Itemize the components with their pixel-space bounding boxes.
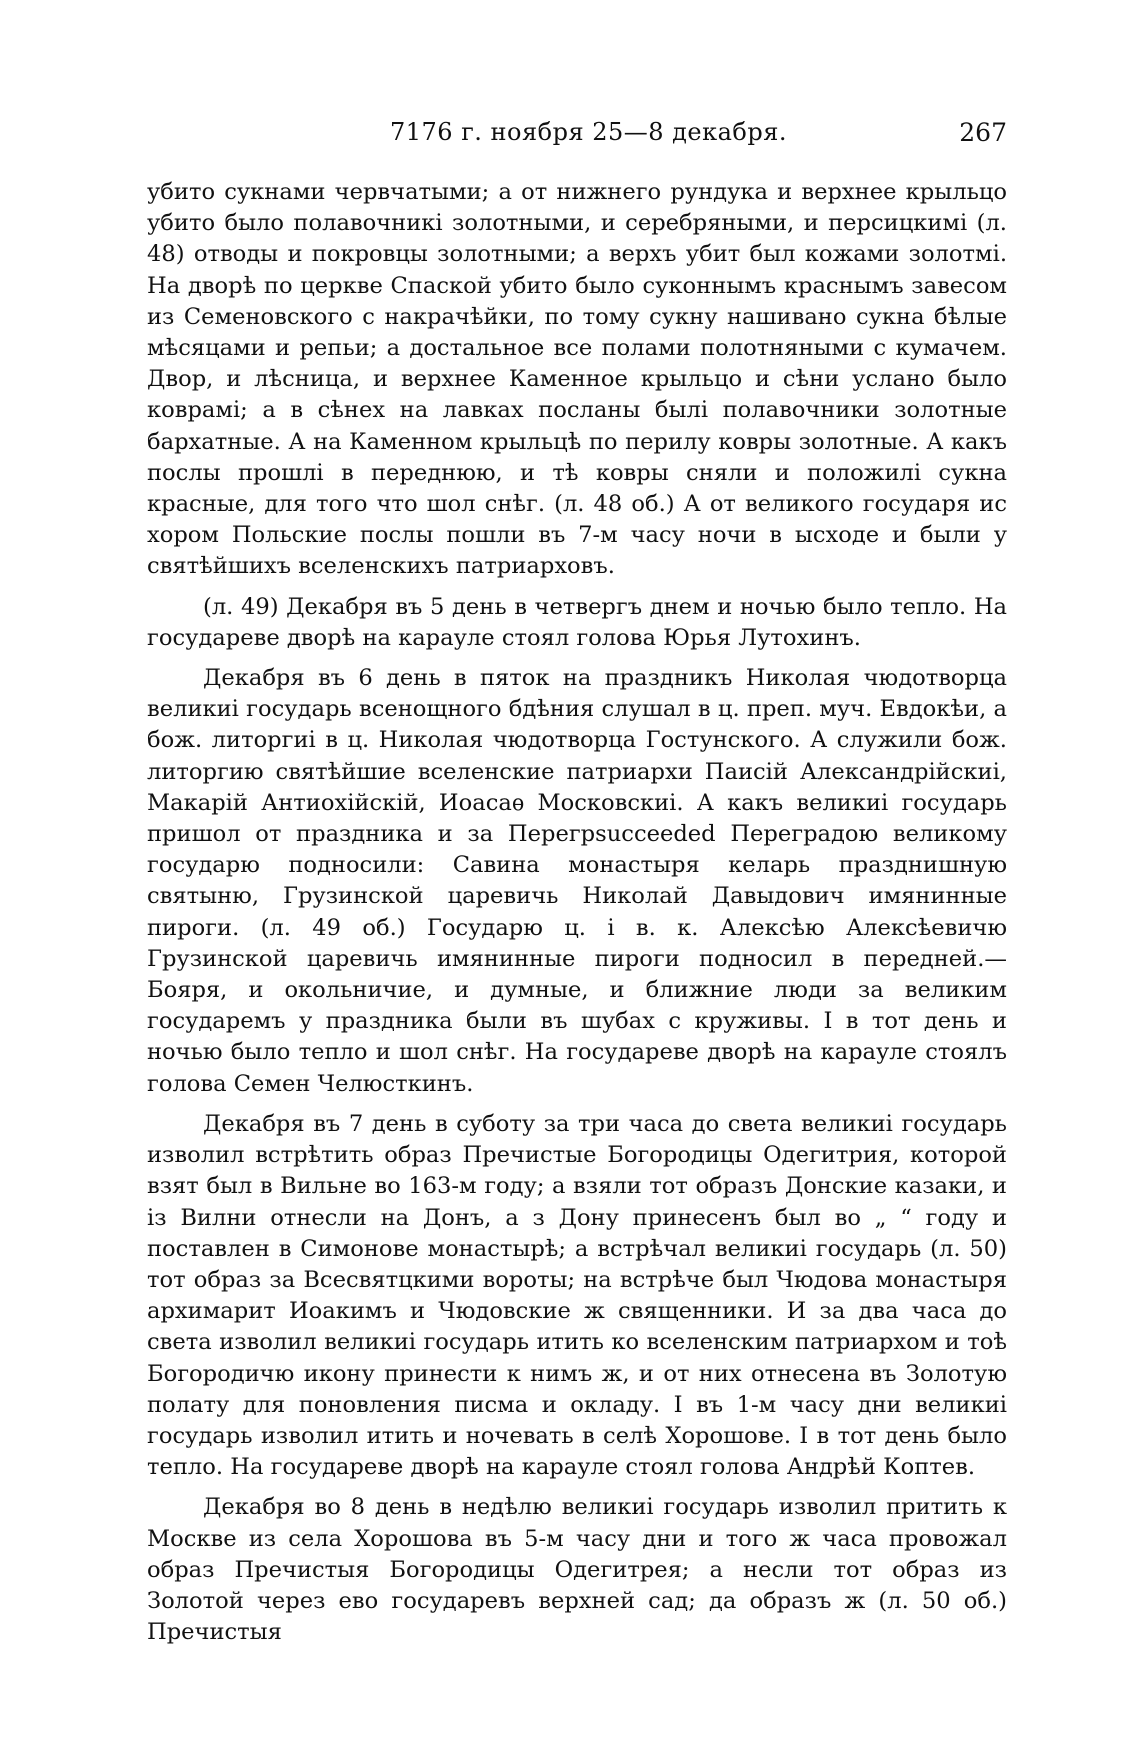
paragraph-continuation: убито сукнами червчатыми; а от нижнего рундука и верхнее крыльцо убито было полавочникі золотными, и серебряными, и персицкимі (л. 48) отводы и покровцы золотными; а верхъ убит был кожами золотмі. На дворѣ по церкве Спаской убито было суконнымъ краснымъ завесом из Семеновского с накрачѣйки, по тому сукну нашивано сукна бѣлые мѣсяцами и репьи; а достальное все полами полотняными с кумачем. Двор, и лѣсница, и верхнее Каменное крыльцо и сѣни услано было коврамі; а в сѣнех на лавках посланы былі полавочники золотные бархатные. А на Каменном крыльцѣ по перилу ковры золотные. А какъ послы прошлі в переднюю, и тѣ ковры сняли и положилі сукна красные, для того что шол снѣг. (л. 48 об.) А от великого государя ис хором Польские послы пошли въ 7-м часу ночи в ысходе и были у святѣйшихъ вселенскихъ патриарховъ. xyxy=(147,179,1007,580)
paragraph-dec-5: (л. 49) Декабря въ 5 день в четвергъ днем и ночью было тепло. На государеве дворѣ на карауле стоял голова Юрья Лутохинъ. xyxy=(147,593,1007,651)
header-title: 7176 г. ноября 25—8 декабря. xyxy=(390,118,788,146)
body-text xyxy=(147,177,1007,1648)
page-number: 267 xyxy=(959,118,1007,147)
paragraph-dec-6: Декабря въ 6 день в пяток на праздникъ Николая чюдотворца великиі государь всенощного бдѣния слушал в ц. преп. муч. Евдокѣи, а бож. литоргиі в ц. Николая чюдотворца Гостунского. А служили бож. литоргию святѣйшие вселенские патриархи Паисій Александрійскиі, Макарій Антиохійскій, Иоасаѳ Московскиі. А какъ великиі государь пришол от праздника и за Перегрsucceeded Перегрaдою великому государю подносили: Савина монастыря келарь празднишную святыню, Грузинской царевичь Николай Давыдович имянинные пироги. (л. 49 об.) Государю ц. і в. к. Алексѣю Алексѣевичю Грузинской царевичь имянинные пироги подносил в передней.— Бояря, и окольничие, и думные, и ближние люди за великим государемъ у праздника были въ шубах с круживы. I в тот день и ночью было тепло и шол снѣг. На государеве дворѣ на карауле стоялъ голова Семен Челюсткинъ. xyxy=(147,665,1007,1097)
running-header xyxy=(147,118,1007,152)
paragraph-dec-7: Декабря въ 7 день в суботу за три часа до света великиі государь изволил встрѣтить образ Пречистые Богородицы Одегитрия, которой взят был в Вильне во 163-м году; а взяли тот образъ Донские казаки, и із Вилни отнесли на Донъ, а з Дону принесенъ был во „ “ году и поставлен в Симонове монастырѣ; а встрѣчал великиі государь (л. 50) тот образ за Всесвятцкими вороты; на встрѣче был Чюдова монастыря архимарит Иоакимъ и Чюдовские ж священники. И за два часа до света изволил великиі государь итить ко вселенским патриархом и тоѣ Богородичю икону принести к нимъ ж, и от них отнесена въ Золотую полату для поновления писма и окладу. I въ 1-м часу дни великиі государь изволил итить и ночевать в селѣ Хорошове. I в тот день было тепло. На государеве дворѣ на карауле стоял голова Андрѣй Коптев. xyxy=(147,1110,1007,1481)
paragraph-dec-8: Декабря во 8 день в недѣлю великиі государь изволил притить к Москве из села Хорошова въ 5-м часу дни и того ж часа провожал образ Пречистыя Богородицы Одегитрея; а несли тот образ из Золотой через ево государевъ верхней сад; да образъ ж (л. 50 об.) Пречистыя xyxy=(147,1494,1007,1646)
